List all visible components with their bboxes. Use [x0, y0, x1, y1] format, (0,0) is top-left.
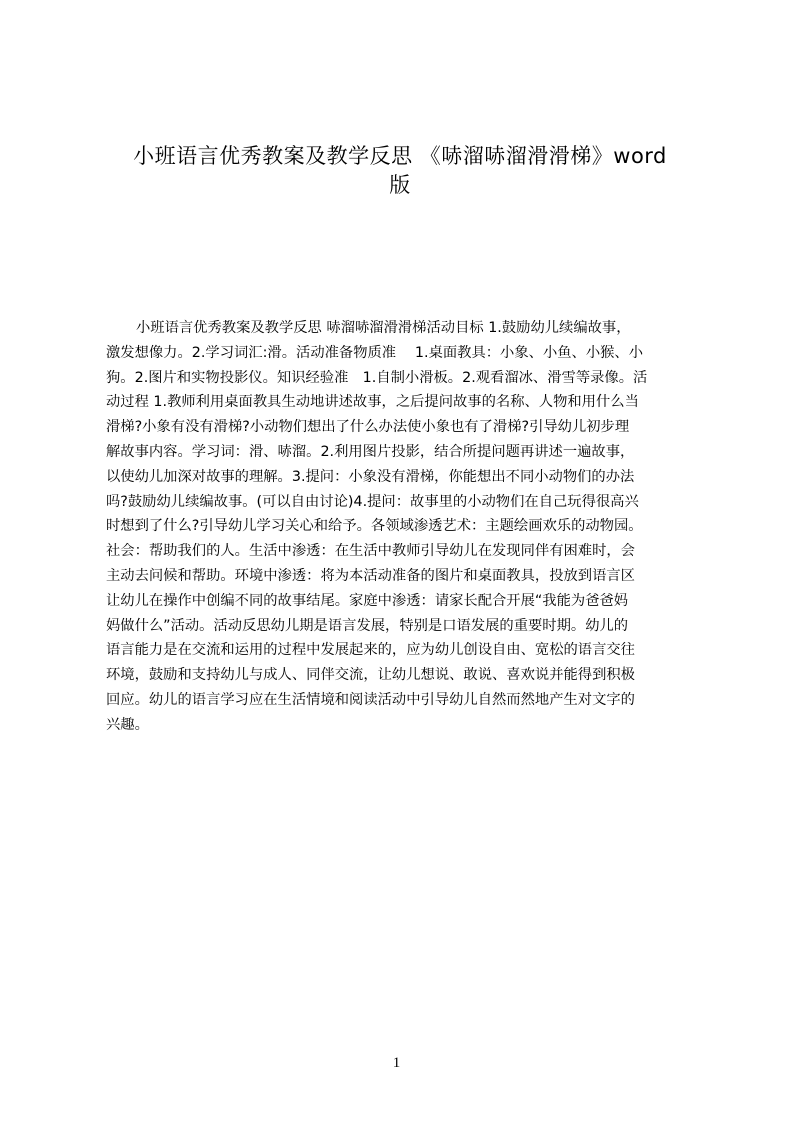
document-title — [100, 142, 700, 200]
page-number: 1 — [392, 1055, 401, 1071]
body-line: 妈做什么”活动。活动反思幼儿期是语言发展，特别是口语发展的重要时期。幼儿的 — [106, 617, 629, 634]
body-line: 社会：帮助我们的人。生活中渗透：在生活中教师引导幼儿在发现同伴有困难时，会 — [106, 543, 635, 560]
body-line: 狗。2.图片和实物投影仪。知识经验准 1.自制小滑板。2.观看溜冰、滑雪等录像。活 — [106, 369, 648, 386]
body-line: 时想到了什么?引导幼儿学习关心和给予。各领域渗透艺术：主题绘画欢乐的动物园。 — [106, 518, 643, 535]
body-line: 动过程 1.教师利用桌面教具生动地讲述故事，之后提问故事的名称、人物和用什么当 — [106, 394, 639, 411]
body-paragraph — [106, 316, 698, 772]
body-line: 吗?鼓励幼儿续编故事。(可以自由讨论)4.提问：故事里的小动物们在自己玩得很高兴 — [106, 493, 639, 510]
title-line: 小班语言优秀教案及教学反思 《哧溜哧溜滑滑梯》word — [133, 144, 667, 168]
body-line: 语言能力是在交流和运用的过程中发展起来的，应为幼儿创设自由、宽松的语言交往 — [106, 642, 635, 659]
body-line: 以使幼儿加深对故事的理解。3.提问：小象没有滑梯，你能想出不同小动物们的办法 — [106, 468, 635, 485]
title-line: 版 — [389, 173, 411, 197]
body-line: 解故事内容。学习词：滑、哧溜。2.利用图片投影，结合所提问题再讲述一遍故事， — [106, 443, 635, 460]
body-line: 小班语言优秀教案及教学反思 哧溜哧溜滑滑梯活动目标 1.鼓励幼儿续编故事， — [136, 320, 631, 336]
body-line: 环境，鼓励和支持幼儿与成人、同伴交流，让幼儿想说、敢说、喜欢说并能得到积极 — [106, 667, 635, 684]
body-line: 主动去问候和帮助。环境中渗透：将为本活动准备的图片和桌面教具，投放到语言区 — [106, 567, 635, 584]
body-line: 激发想像力。2.学习词汇:滑。活动准备物质准 1.桌面教具：小象、小鱼、小猴、小 — [106, 344, 644, 361]
body-line: 回应。幼儿的语言学习应在生活情境和阅读活动中引导幼儿自然而然地产生对文字的 — [106, 691, 635, 708]
body-line: 让幼儿在操作中创编不同的故事结尾。家庭中渗透：请家长配合开展“我能为爸爸妈 — [106, 592, 629, 609]
body-line: 兴趣。 — [106, 716, 149, 733]
body-line: 滑梯?小象有没有滑梯?小动物们想出了什么办法使小象也有了滑梯?引导幼儿初步理 — [106, 419, 630, 436]
